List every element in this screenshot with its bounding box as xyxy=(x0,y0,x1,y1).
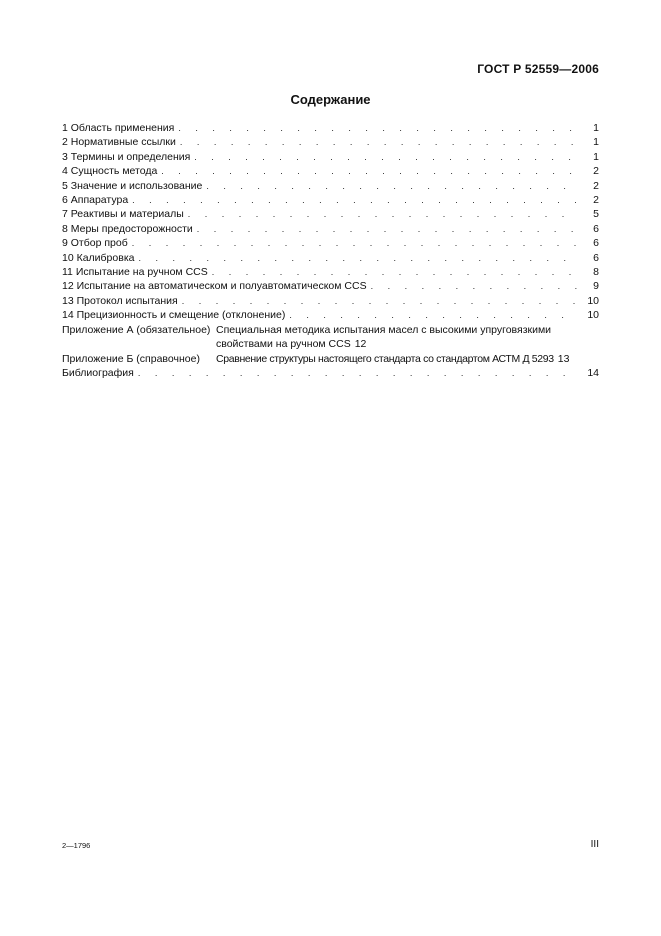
toc-item-page: 2 xyxy=(593,179,599,192)
toc-item-page: 1 xyxy=(593,150,599,163)
toc-item[interactable] xyxy=(62,251,599,265)
toc-item-page: 1 xyxy=(593,136,599,149)
toc-item-page: 2 xyxy=(593,194,599,207)
toc-dot-leader xyxy=(194,150,579,164)
toc-item-page: 5 xyxy=(593,208,599,221)
toc-item-page: 1 xyxy=(593,122,599,134)
toc-item-label: 8 Меры предосторожности xyxy=(62,222,193,235)
toc-item-label: 11 Испытание на ручном CCS xyxy=(62,266,208,279)
toc-item[interactable] xyxy=(62,150,599,164)
toc-item-label: 3 Термины и определения xyxy=(62,150,191,163)
toc-item[interactable] xyxy=(62,207,599,221)
toc-item-label: 12 Испытание на автоматическом и полуавтоматическом CCS xyxy=(62,280,367,293)
bibliography-label: Библиография xyxy=(62,366,134,379)
appendix-a-page: 12 xyxy=(354,338,367,351)
toc-dot-leader xyxy=(180,135,579,149)
toc-dot-leader xyxy=(138,251,579,265)
page-number: III xyxy=(590,839,599,850)
toc-item[interactable] xyxy=(62,294,599,308)
toc-item[interactable] xyxy=(62,265,599,279)
toc-item-page: 10 xyxy=(587,309,599,322)
toc-item-label: 6 Аппаратура xyxy=(62,194,129,207)
toc-item[interactable] xyxy=(62,135,599,149)
toc-item-page: 9 xyxy=(593,280,599,293)
toc-item-label: 1 Область применения xyxy=(62,122,175,134)
toc-dot-leader xyxy=(371,279,579,293)
appendix-a-title-line1: Специальная методика испытания масел с высокими упруговязкими xyxy=(216,323,552,336)
toc-item-page: 8 xyxy=(593,266,599,279)
toc-item-label: 13 Протокол испытания xyxy=(62,294,178,307)
print-order-code: 2—1796 xyxy=(62,841,91,850)
appendix-b-title: Сравнение структуры настоящего стандарта со стандартом АСТМ Д 5293 xyxy=(216,352,554,365)
toc-item[interactable] xyxy=(62,193,599,207)
toc-dot-leader xyxy=(161,164,579,178)
toc-item-label: 7 Реактивы и материалы xyxy=(62,208,184,221)
toc-item-page: 2 xyxy=(593,165,599,178)
toc-title: Содержание xyxy=(290,92,371,107)
toc-dot-leader xyxy=(289,308,579,322)
toc-dot-leader xyxy=(132,193,579,207)
toc-item-page: 6 xyxy=(593,237,599,250)
toc-item[interactable] xyxy=(62,308,599,322)
toc-item-page: 6 xyxy=(593,251,599,264)
toc-item-label: 10 Калибровка xyxy=(62,251,135,264)
toc-item[interactable] xyxy=(62,164,599,178)
toc-item[interactable] xyxy=(62,121,599,135)
toc-item[interactable] xyxy=(62,236,599,250)
toc-item[interactable] xyxy=(62,179,599,193)
appendix-a-title-line2-row xyxy=(216,337,599,351)
toc-dot-leader xyxy=(206,179,579,193)
bibliography-page: 14 xyxy=(587,366,599,379)
toc-item-label: 5 Значение и использование xyxy=(62,179,203,192)
toc-bibliography[interactable] xyxy=(62,366,599,380)
appendix-b-title-row xyxy=(216,352,599,366)
appendix-b-page: 13 xyxy=(557,352,570,365)
toc-dot-leader xyxy=(188,207,579,221)
table-of-contents xyxy=(62,121,599,380)
toc-item-label: 4 Сущность метода xyxy=(62,165,158,178)
document-standard-number: ГОСТ Р 52559—2006 xyxy=(477,62,599,76)
toc-appendix-b[interactable] xyxy=(62,352,599,366)
appendix-b-label: Приложение Б (справочное) xyxy=(62,352,200,365)
appendix-a-label: Приложение А (обязательное) xyxy=(62,323,211,336)
toc-item-label: 2 Нормативные ссылки xyxy=(62,136,176,149)
toc-item-label: 9 Отбор проб xyxy=(62,237,128,250)
toc-appendix-a[interactable] xyxy=(62,323,599,352)
toc-dot-leader xyxy=(132,236,579,250)
toc-dot-leader xyxy=(178,121,579,135)
toc-item[interactable] xyxy=(62,222,599,236)
toc-dot-leader xyxy=(197,222,579,236)
toc-dot-leader xyxy=(212,265,579,279)
appendix-a-body xyxy=(216,323,599,352)
appendix-a-title-line2: свойствами на ручном CCS xyxy=(216,338,351,351)
toc-item-page: 10 xyxy=(587,294,599,307)
toc-item[interactable] xyxy=(62,279,599,293)
toc-item-label: 14 Прецизионность и смещение (отклонение) xyxy=(62,309,286,322)
toc-dot-leader xyxy=(182,294,579,308)
toc-item-page: 6 xyxy=(593,222,599,235)
appendix-b-body xyxy=(216,352,599,366)
toc-dot-leader xyxy=(138,366,579,380)
